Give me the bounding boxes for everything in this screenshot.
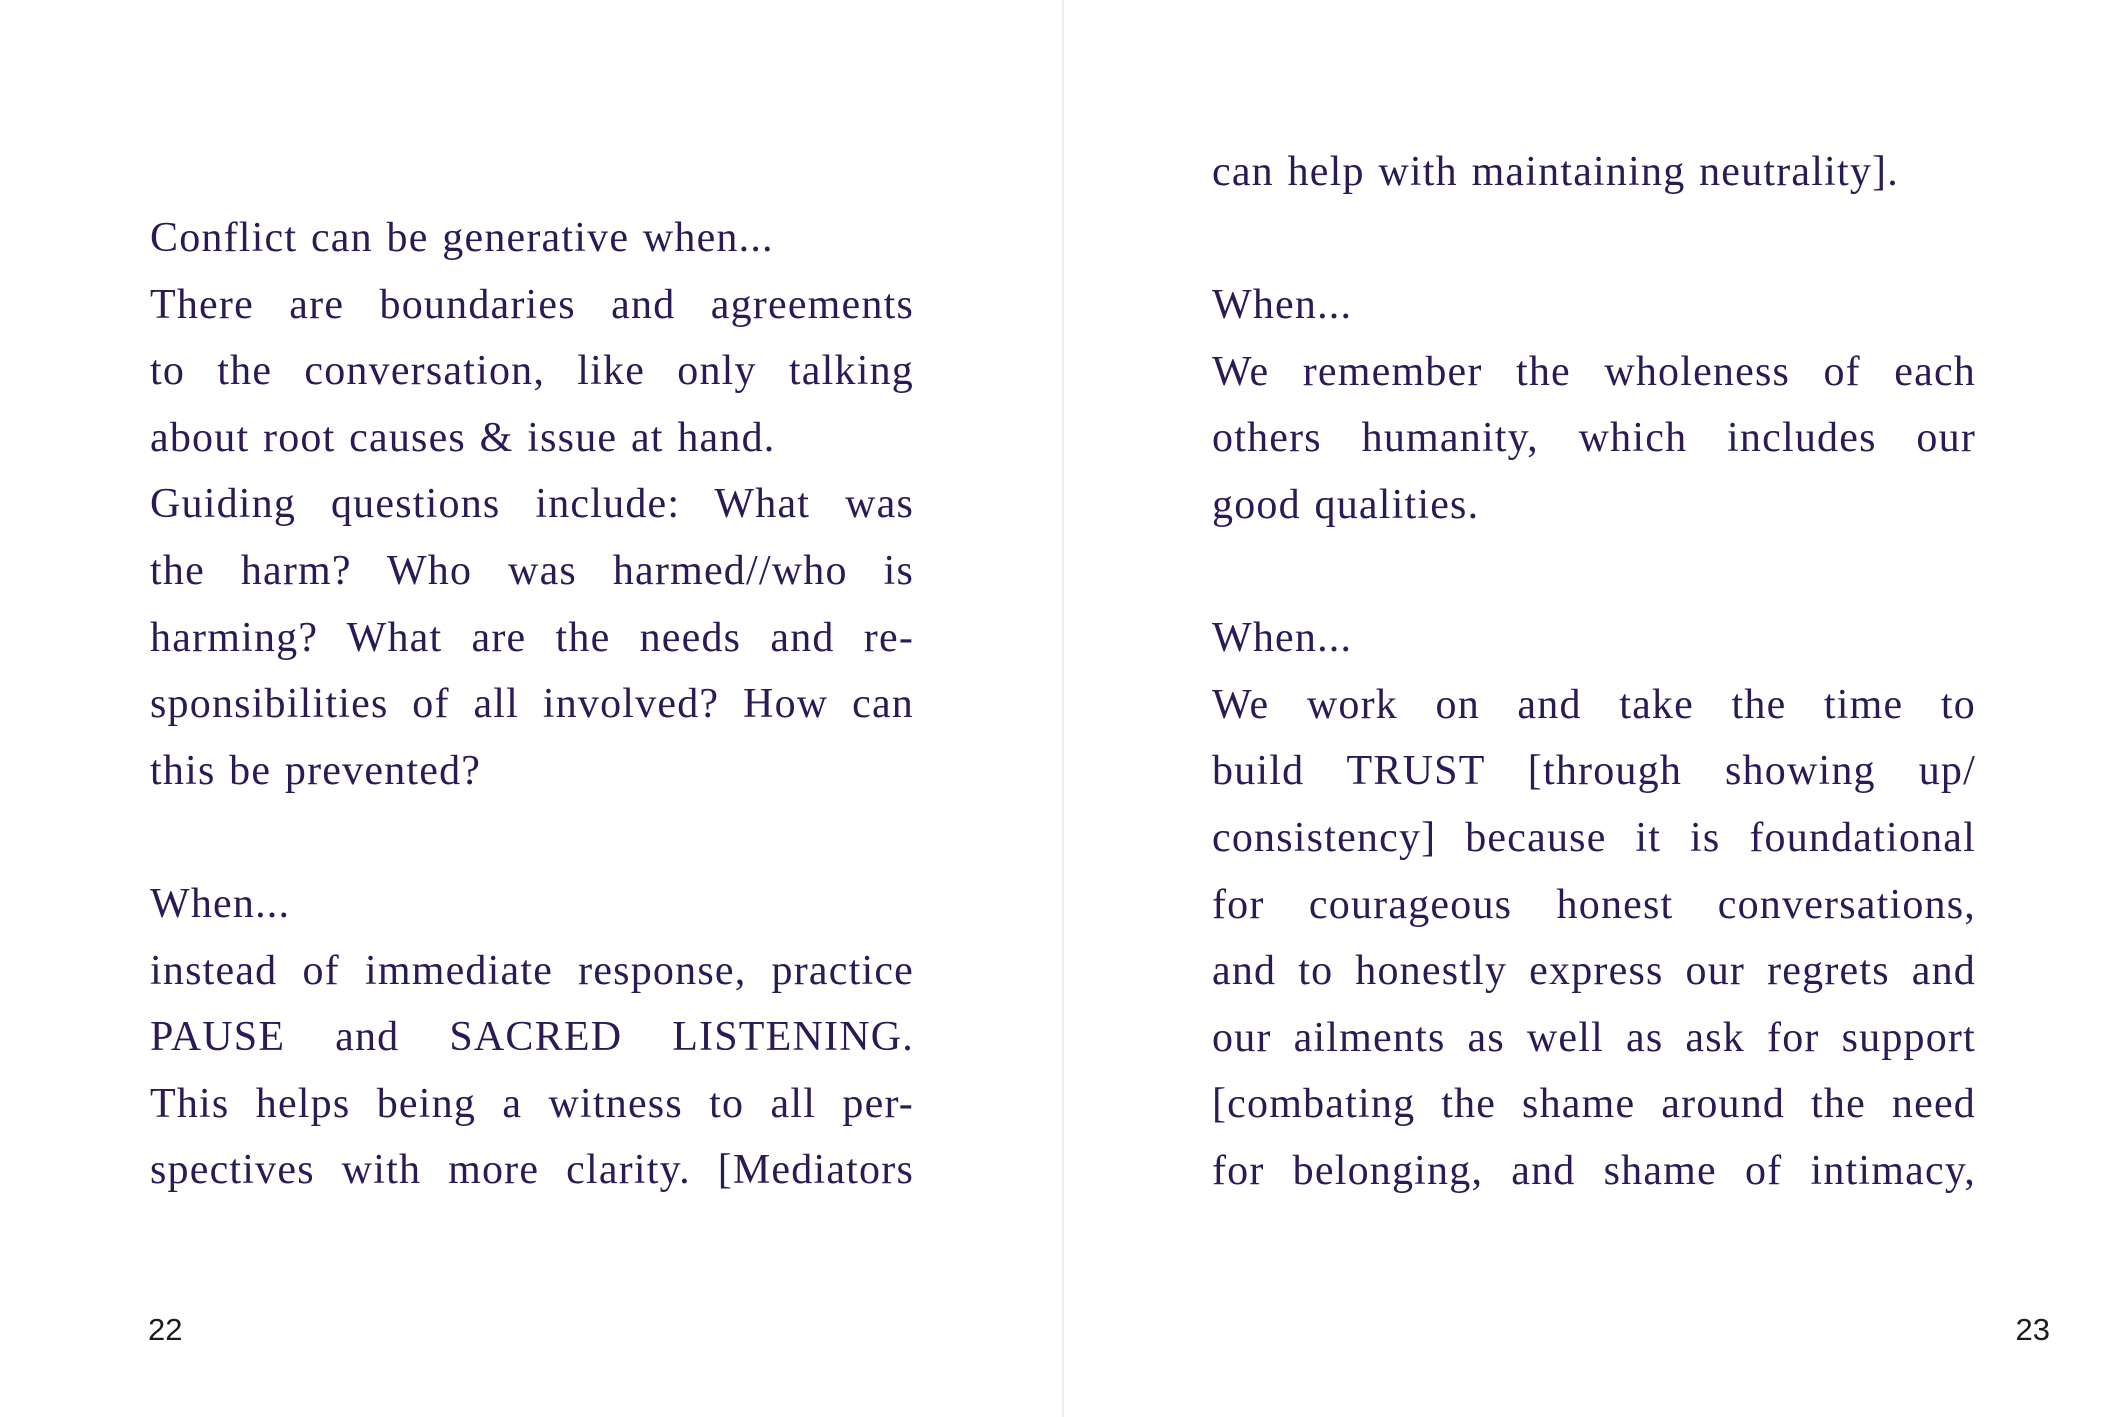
page-number: 22: [148, 1312, 183, 1347]
text-line: When...: [150, 880, 291, 927]
text-line: PAUSE and SACRED LISTENING.: [150, 1014, 914, 1061]
text-line: This helps being a witness to all per-: [150, 1080, 914, 1127]
text-line: We remember the wholeness of each: [1212, 348, 1976, 395]
blank-line: [150, 804, 914, 871]
text-line: There are boundaries and agreements: [150, 281, 914, 328]
text-line: When...: [1212, 282, 1353, 329]
text-line: consistency] because it is foundational: [1212, 814, 1976, 861]
right-page-text: [1212, 139, 1976, 1205]
blank-line: [1212, 206, 1976, 273]
text-line: to the conversation, like only talking: [150, 348, 914, 395]
text-line: We work on and take the time to: [1212, 681, 1976, 728]
text-line: for belonging, and shame of intimacy,: [1212, 1147, 1976, 1194]
left-page: [0, 0, 1062, 1417]
text-line: When...: [1212, 615, 1353, 662]
text-line: this be prevented?: [150, 747, 482, 794]
text-line: others humanity, which includes our: [1212, 415, 1976, 462]
right-page: [1064, 0, 2126, 1417]
text-line: for courageous honest conversations,: [1212, 881, 1976, 928]
text-line: can help with maintaining neutrality].: [1212, 149, 1899, 195]
text-line: spectives with more clarity. [Mediators: [150, 1147, 914, 1194]
text-line: Guiding questions include: What was: [150, 481, 914, 528]
text-line: Conflict can be generative when...: [150, 215, 774, 261]
text-line: harming? What are the needs and re-: [150, 614, 914, 661]
text-line: about root causes & issue at hand.: [150, 414, 776, 461]
text-line: good qualities.: [1212, 481, 1480, 528]
text-line: [combating the shame around the need: [1212, 1081, 1976, 1128]
text-line: our ailments as well as ask for support: [1212, 1014, 1976, 1061]
text-line: and to honestly express our regrets and: [1212, 948, 1976, 995]
text-line: the harm? Who was harmed//who is: [150, 547, 914, 594]
text-line: sponsibilities of all involved? How can: [150, 681, 914, 728]
text-line: build TRUST [through showing up/: [1212, 748, 1976, 795]
text-line: instead of immediate response, practice: [150, 947, 914, 994]
blank-line: [1212, 539, 1976, 606]
page-number: 23: [2015, 1312, 2050, 1347]
left-page-text: [150, 205, 914, 1204]
